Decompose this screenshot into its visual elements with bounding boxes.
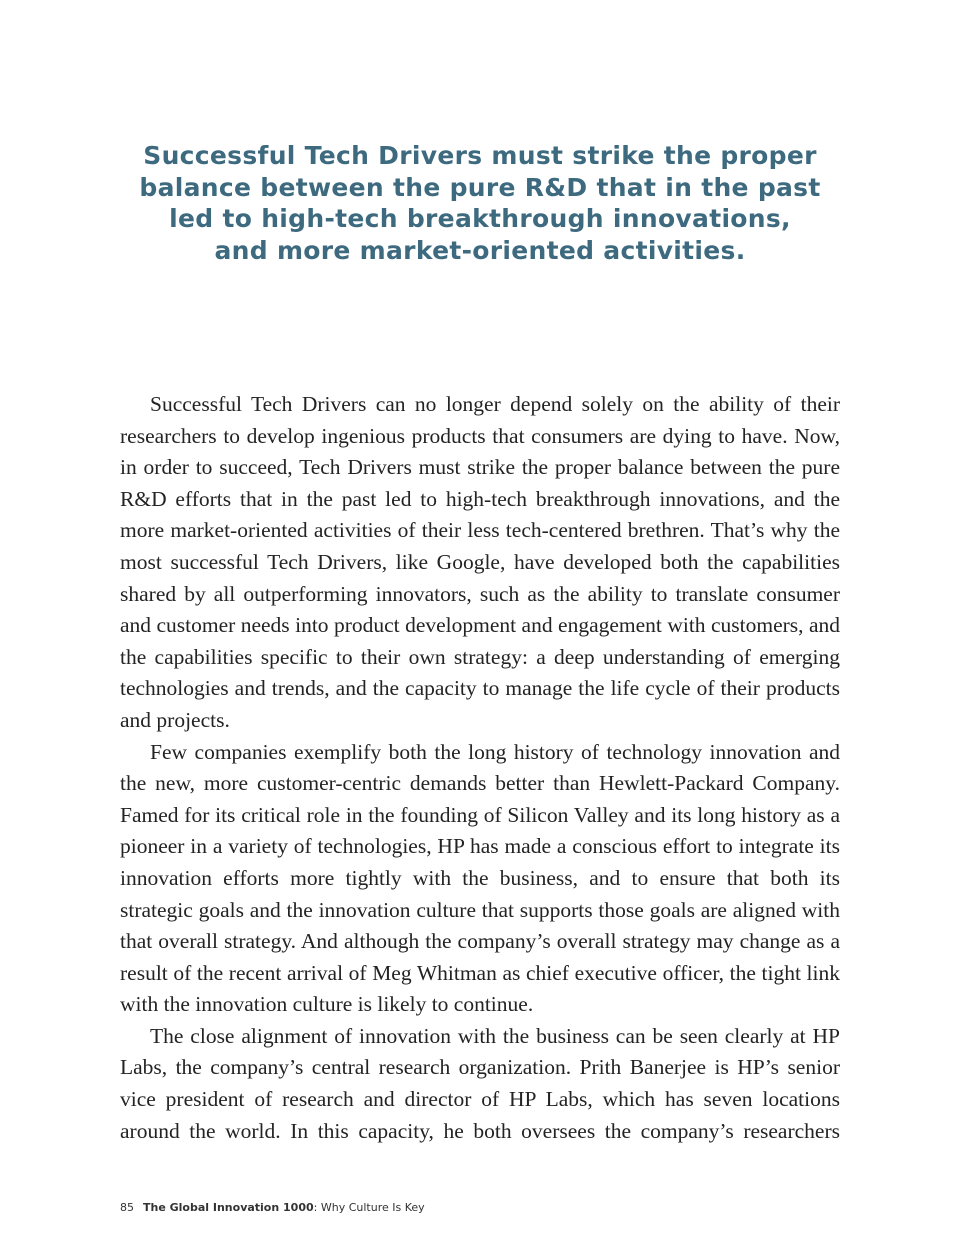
page-number: 85 — [120, 1201, 134, 1214]
pull-quote — [120, 140, 840, 267]
page-footer — [120, 1201, 425, 1214]
publication-title: The Global Innovation 1000 — [143, 1201, 314, 1214]
article-body — [120, 389, 840, 1147]
body-paragraph-1: Successful Tech Drivers can no longer depend solely on the ability of their researchers to develop ingenious products that consumers are dying to have. Now, in order to succeed, Tech Drivers must strike the proper balance between the pure R&D efforts that in the past led to high-tech breakthrough innovations, and the more market-oriented activities of their less tech-centered brethren. That’s why the most successful Tech Drivers, like Google, have developed both the capabilities shared by all outperforming innovators, such as the ability to translate consumer and customer needs into product development and engagement with customers, and the capabilities specific to their own strategy: a deep understanding of emerging technologies and trends, and the capacity to manage the life cycle of their products and projects. — [120, 392, 840, 732]
pull-quote-line: led to high-tech breakthrough innovations, — [169, 204, 791, 234]
body-paragraph-2: Few companies exemplify both the long history of technology innovation and the new, more customer-centric demands better than Hewlett-Packard Company. Famed for its critical role in the founding of Silicon Valley and its long history as a pioneer in a variety of technologies, HP has made a conscious effort to integrate its innovation efforts more tightly with the business, and to ensure that both its strategic goals and the innovation culture that supports those goals are aligned with that overall strategy. And although the company’s overall strategy may change as a result of the recent arrival of Meg Whitman as chief executive officer, the tight link with the innovation culture is likely to continue. — [120, 739, 840, 1017]
body-paragraph-3: The close alignment of innovation with the business can be seen clearly at HP Labs, the company’s central research organization. Prith Banerjee is HP’s senior vice president of research and director of HP Labs, which has seven locations around the world. In this capacity, he both oversees the company’s researchers — [120, 1023, 840, 1143]
pull-quote-line: Successful Tech Drivers must strike the proper — [143, 141, 817, 170]
pull-quote-line: balance between the pure R&D that in the past — [139, 172, 821, 202]
publication-subtitle: : Why Culture Is Key — [313, 1201, 425, 1214]
pull-quote-line: and more market-oriented activities. — [214, 236, 746, 266]
